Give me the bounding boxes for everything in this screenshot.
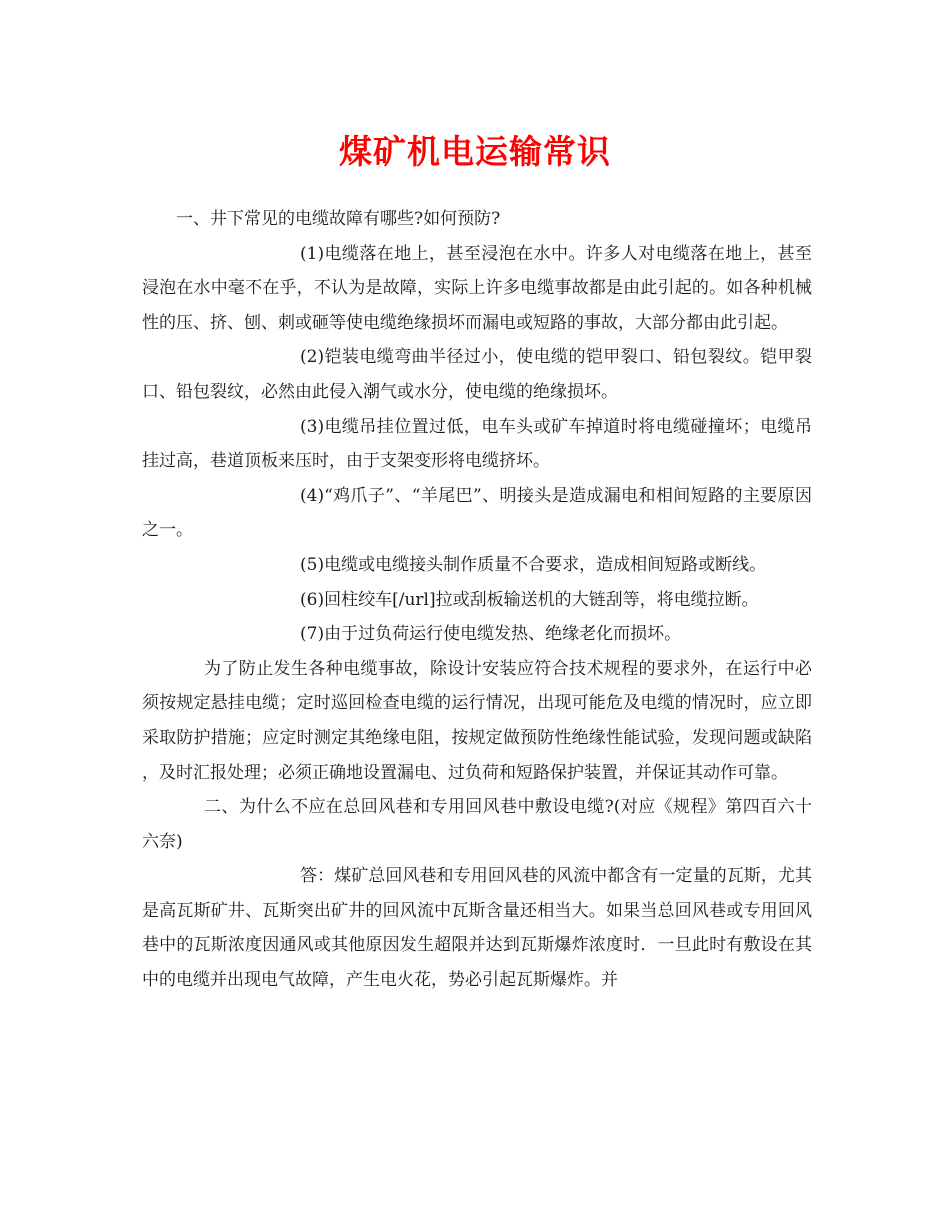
question-heading-2: 二、为什么不应在总回风巷和专用回风巷中敷设电缆?(对应《规程》第四百六十六奈) [142,797,812,852]
answer-paragraph: 答：煤矿总回风巷和专用回风巷的风流中都含有一定量的瓦斯，尤其是高瓦斯矿井、瓦斯突出矿井的回风流中瓦斯含量还相当大。如果当总回风巷或专用回风巷中的瓦斯浓度因通风或其他原因发生超限并达到瓦斯爆炸浓度时．一旦此时有敷设在其中的电缆并出现电气故障，产生电火花，势必引起瓦斯爆炸。并 [142,866,812,991]
list-item-1: (1)电缆落在地上，甚至浸泡在水中。许多人对电缆落在地上，甚至浸泡在水中毫不在乎，不认为是故障，实际上许多电缆事故都是由此引起的。如各种机械性的压、挤、刨、刺或砸等使电缆绝缘损坏而漏电或短路的事故，大部分都由此引起。 [142,243,812,333]
list-item-7: (7)由于过负荷运行使电缆发热、绝缘老化而损坏。 [300,624,682,645]
list-item-3: (3)电缆吊挂位置过低，电车头或矿车掉道时将电缆碰撞坏；电缆吊挂过高，巷道顶板来压时，由于支架变形将电缆挤坏。 [142,416,812,472]
question-heading-1: 一、井下常见的电缆故障有哪些?如何预防? [176,209,501,229]
list-item-2: (2)铠装电缆弯曲半径过小，使电缆的铠甲裂口、铅包裂纹。铠甲裂口、铅包裂纹，必然由此侵入潮气或水分，使电缆的绝缘损坏。 [142,347,812,402]
document-body [142,202,812,998]
document-title: 煤矿机电运输常识 [339,132,611,171]
list-item-6: (6)回柱绞车[/url]拉或刮板输送机的大链刮等，将电缆拉断。 [300,589,759,610]
body-paragraph-prevention: 为了防止发生各种电缆事故，除设计安装应符合技术规程的要求外，在运行中必须按规定悬挂电缆；定时巡回检查电缆的运行情况，出现可能危及电缆的情况时，应立即采取防护措施；应定时测定其绝缘电阻，按规定做预防性绝缘性能试验，发现问题或缺陷，及时汇报处理；必须正确地设置漏电、过负荷和短路保护装置，并保证其动作可靠。 [142,658,812,783]
list-item-4: (4)“鸡爪子”、“羊尾巴”、明接头是造成漏电和相间短路的主要原因之一。 [142,485,812,541]
list-item-5: (5)电缆或电缆接头制作质量不合要求，造成相间短路或断线。 [300,554,767,575]
